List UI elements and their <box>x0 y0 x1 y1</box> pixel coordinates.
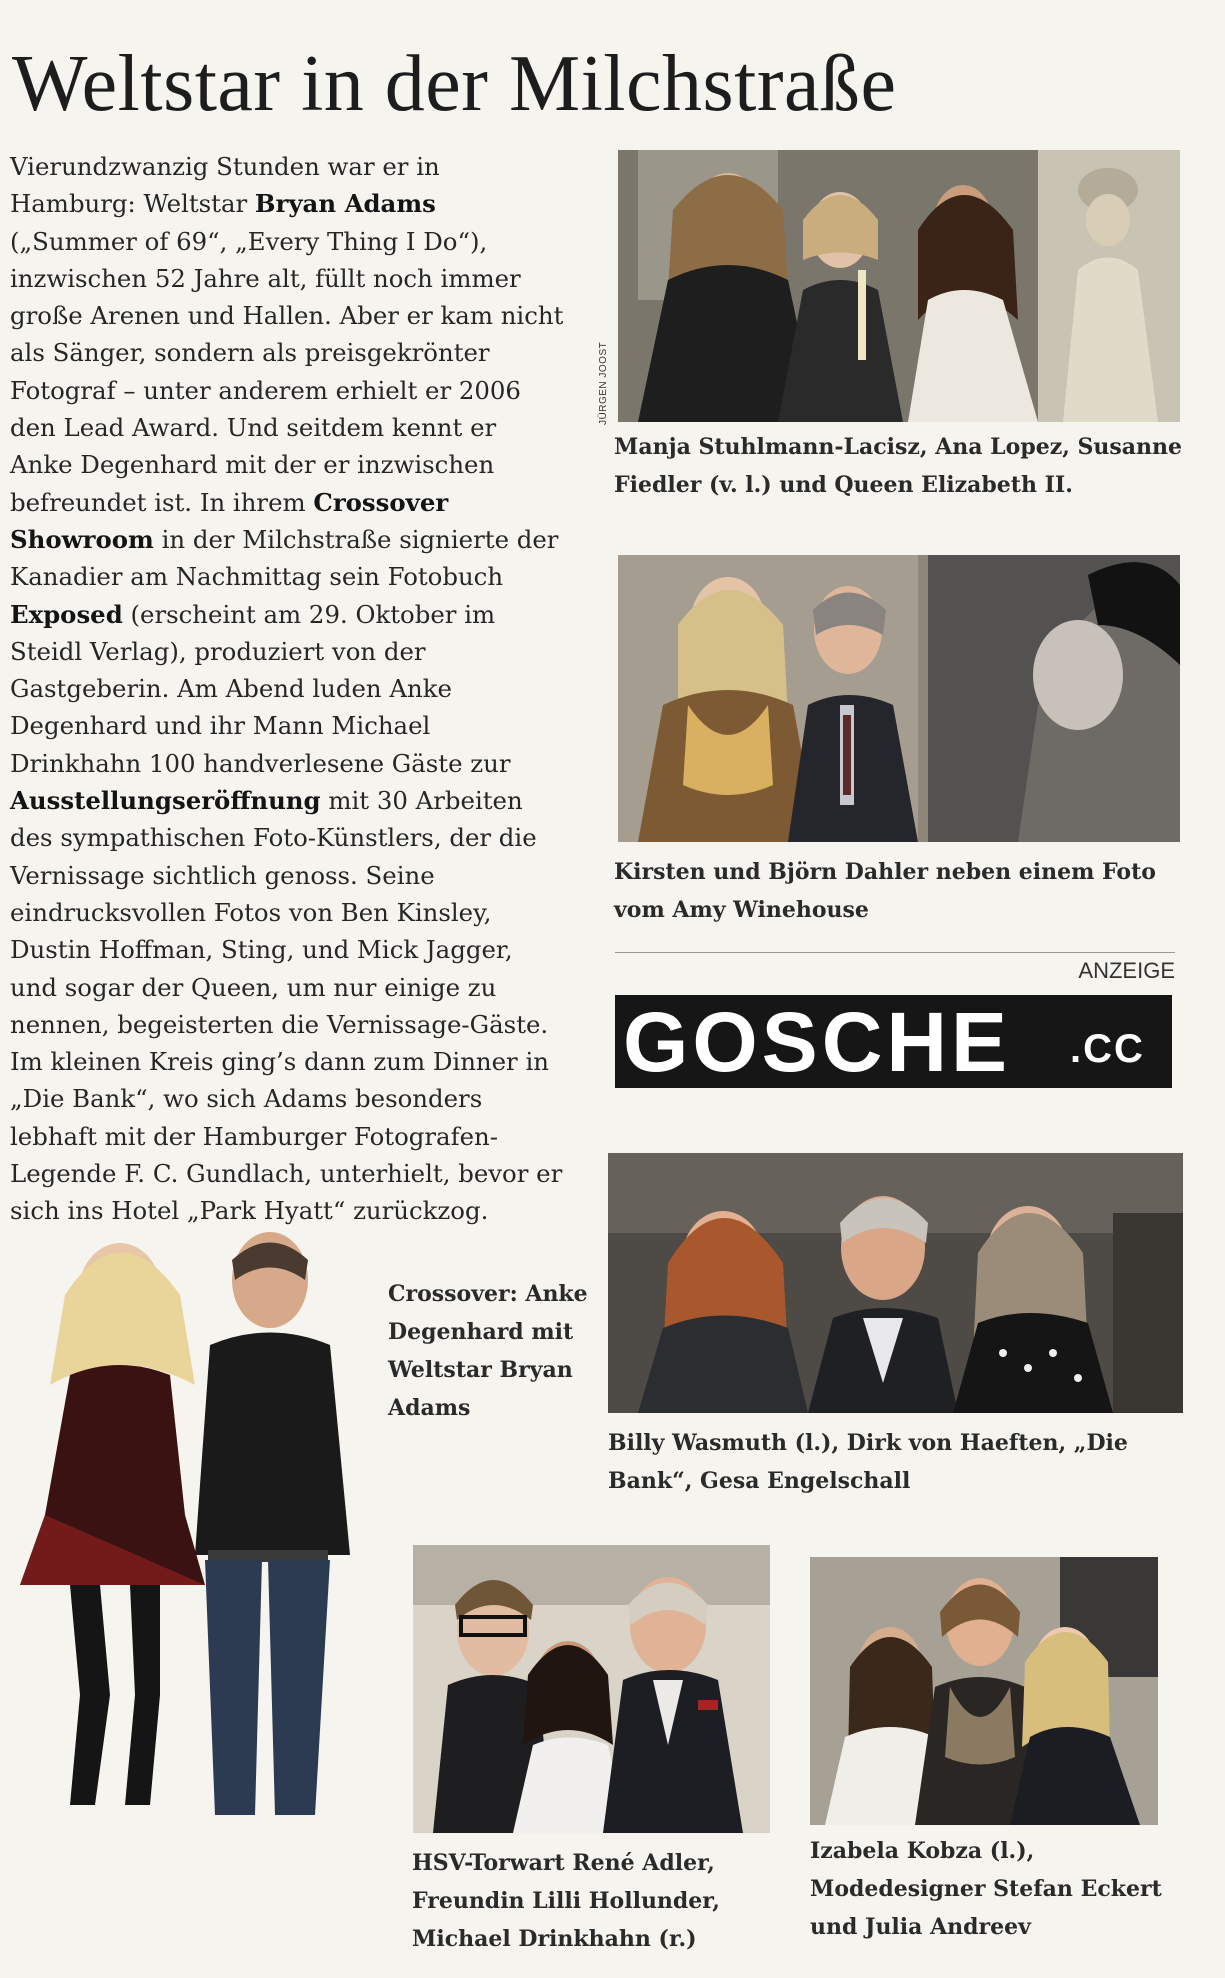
article-text: („Summer of 69“, „Every Thing I Do“), inzwischen 52 Jahre alt, füllt noch immer große Arenen und Hallen. Aber er kam nicht als Sänger, sondern als preisgekrönter Fotograf – unter anderem erhielt er 2006 den Lead Award. Und seitdem kennt er Anke Degenhard mit der er inzwischen befreundet ist. In ihrem <box>10 226 564 517</box>
caption-photo-5: HSV-Torwart René Adler, Freundin Lilli Hollunder, Michael Drinkhahn (r.) <box>412 1850 720 1952</box>
caption-photo-6: Izabela Kobza (l.), Modedesigner Stefan Eckert und Julia Andreev <box>810 1838 1162 1940</box>
article-bold-ausstellung: Ausstellungseröffnung <box>10 786 321 816</box>
article-text: mit 30 Arbeiten des sympathischen Foto-Künstlers, der die Vernissage sichtlich genoss. Seine eindrucksvollen Fotos von Ben Kinsley, Dustin Hoffman, Sting, und Mick Jagger, und sogar der Queen, um nur einige zu nennen, begeisterten die Vernissage-Gäste. Im kleinen Kreis ging’s dann zum Dinner in „Die Bank“, wo sich Adams besonders lebhaft mit der Hamburger Fotografen-Legende F. C. Gundlach, unterhielt, bevor er sich ins Hotel „Park Hyatt“ zurückzog. <box>10 786 563 1226</box>
ad-banner-gosche <box>615 995 1172 1088</box>
photo-kobza-eckert-andreev <box>810 1557 1158 1825</box>
photo-wasmuth-haeften-engelschall <box>608 1153 1183 1413</box>
photo-credit: JÜRGEN JOOST <box>598 341 609 425</box>
caption-photo-2: Kirsten und Björn Dahler neben einem Foto vom Amy Winehouse <box>614 859 1156 923</box>
article-text: Vierundzwanzig Stunden war er in Hamburg: Weltstar <box>10 152 440 219</box>
ad-brand-suffix: .CC <box>1070 1027 1145 1071</box>
ad-divider <box>615 952 1175 953</box>
article-bold-exposed: Exposed <box>10 599 123 629</box>
ad-label: ANZEIGE <box>1078 958 1175 983</box>
caption-photo-1: Manja Stuhlmann-Lacisz, Ana Lopez, Susanne Fiedler (v. l.) und Queen Elizabeth II. <box>614 434 1183 498</box>
ad-brand: GOSCHE <box>623 995 1012 1089</box>
photo-degenhard-adams <box>0 1225 390 1825</box>
photo-adler-hollunder-drinkhahn <box>413 1545 770 1833</box>
photo-stuhlmann-lopez-fiedler <box>618 150 1180 422</box>
article-bold-crossover-showroom: Crossover Showroom <box>10 487 449 554</box>
article-bold-bryan-adams: Bryan Adams <box>254 189 436 219</box>
headline: Weltstar in der Milchstraße <box>12 40 897 128</box>
article-text: in der Milchstraße signierte der Kanadier am Nachmittag sein Fotobuch <box>10 524 559 592</box>
caption-photo-3: Billy Wasmuth (l.), Dirk von Haeften, „Die Bank“, Gesa Engelschall <box>608 1430 1128 1494</box>
photo-dahler-winehouse <box>618 555 1180 842</box>
article-text: (erscheint am 29. Oktober im Steidl Verlag), produziert von der Gastgeberin. Am Abend luden Anke Degenhard und ihr Mann Michael Drinkhahn 100 handverlesene Gäste zur <box>10 599 511 778</box>
article-body <box>10 148 565 1230</box>
caption-photo-4: Crossover: Anke Degenhard mit Weltstar Bryan Adams <box>388 1281 588 1421</box>
